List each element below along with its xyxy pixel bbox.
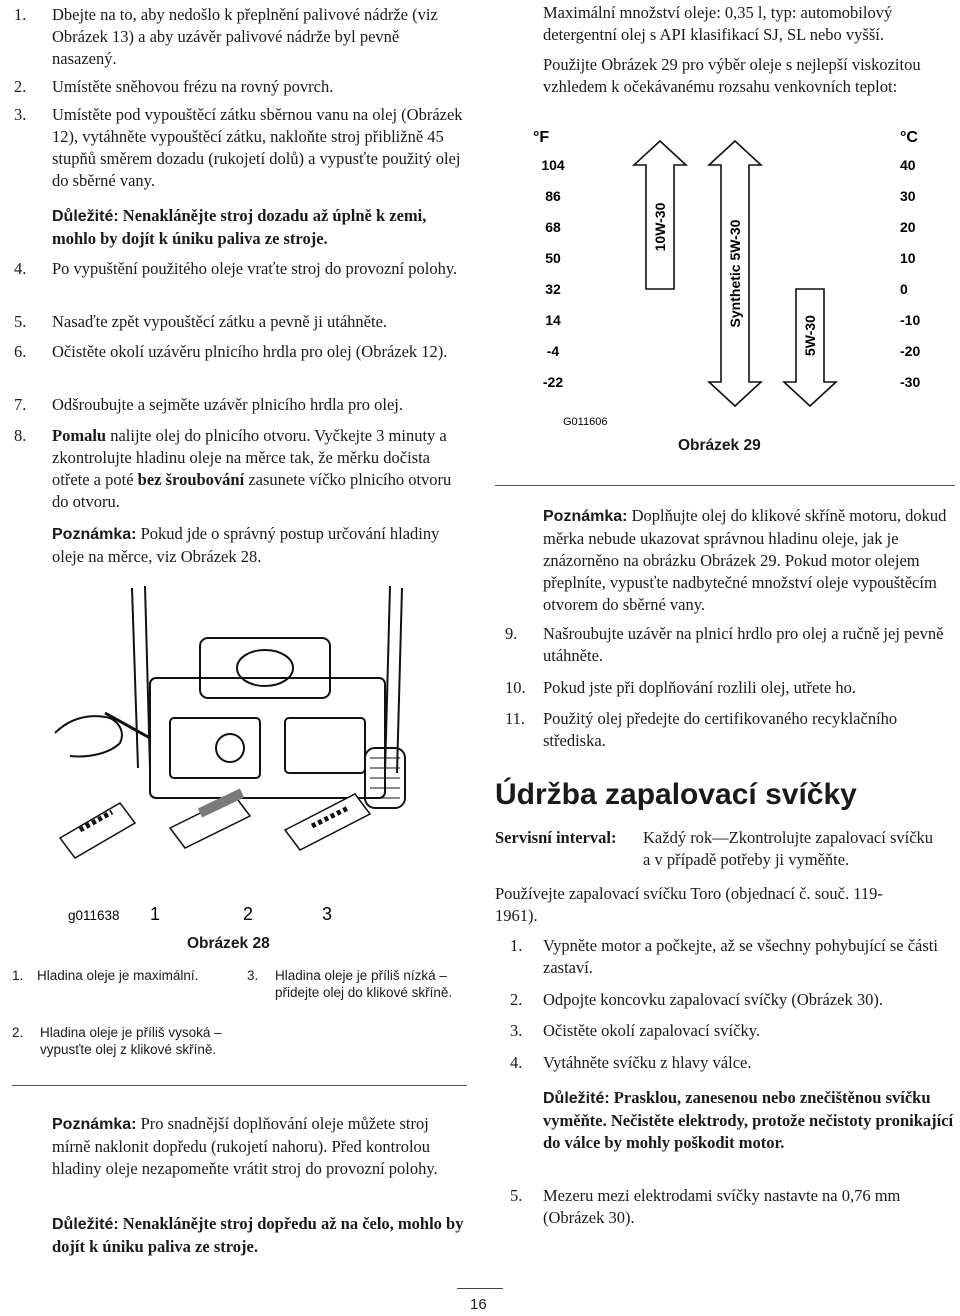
- step-4-text: Po vypuštění použitého oleje vraťte stroj do provozní polohy.: [52, 259, 458, 278]
- step-3-text: Umístěte pod vypouštěcí zátku sběrnou vanu na olej (Obrázek 12), vytáhněte vypouštěcí zátku, nakloňte stroj přibližně 45 stupňů směrem dozadu (rukojetí dolů) a vypusťte použitý olej do sběrné vany.: [52, 105, 463, 190]
- note-text: Pokud jde o správný postup určování hladiny oleje na měrce, viz Obrázek 28.: [52, 524, 440, 566]
- important-text: Nenaklánějte stroj dopředu až na čelo, mohlo by dojít k úniku paliva ze stroje.: [52, 1214, 464, 1256]
- celsius-unit: °C: [900, 129, 918, 146]
- celsius-tick: 0: [900, 281, 908, 297]
- step-11: 11. Použitý olej předejte do certifikovaného recyklačního střediska.: [505, 709, 898, 750]
- section-title: Údržba zapalovací svíčky: [495, 778, 857, 811]
- oil-grade-arrows: [634, 141, 836, 406]
- celsius-tick: 20: [900, 219, 916, 235]
- step-7-text: Odšroubujte a sejměte uzávěr plnicího hrdla pro olej.: [52, 395, 403, 414]
- spark-plug-paragraph: Používejte zapalovací svíčku Toro (objednací č. souč. 119-1961).: [495, 884, 883, 925]
- plug-step-3: 3. Očistěte okolí zapalovací svíčky.: [510, 1021, 761, 1040]
- celsius-axis: [900, 129, 920, 390]
- celsius-tick: 30: [900, 188, 916, 204]
- step-10: 10. Pokud jste při doplňování rozlili olej, utřete ho.: [505, 678, 856, 697]
- figure-28-legend-1: 1. Hladina oleje je maximální.: [12, 968, 199, 983]
- celsius-tick: -30: [900, 374, 921, 390]
- callout-1: 1: [150, 904, 161, 924]
- plug-step-1: 1. Vypněte motor a počkejte, až se všechny pohybující se části zastaví.: [510, 936, 938, 977]
- note-1: [52, 523, 467, 568]
- oil-grade-label: Synthetic 5W-30: [727, 219, 743, 328]
- oil-grade-label: 10W-30: [652, 202, 668, 252]
- note-label: Poznámka:: [52, 526, 137, 543]
- step-8: 8. Pomalu nalijte olej do plnicího otvoru. Vyčkejte 3 minuty a zkontrolujte hladinu oleje na měrce tak, že měrku dočista otřete a poté bez šroubování zasunete víčko plnicího otvoru do otvoru.: [14, 426, 452, 511]
- celsius-tick: 10: [900, 250, 916, 266]
- plug-step-5: 5. Mezeru mezi elektrodami svíčky nastavte na 0,76 mm (Obrázek 30).: [510, 1186, 901, 1227]
- important-note-1: [52, 205, 467, 250]
- fahrenheit-tick: -4: [546, 343, 560, 359]
- step-2-text: Umístěte sněhovou frézu na rovný povrch.: [52, 77, 334, 96]
- important-note-3: [543, 1087, 955, 1154]
- plug-step-2: 2. Odpojte koncovku zapalovací svíčky (Obrázek 30).: [510, 990, 883, 1009]
- service-interval: [495, 827, 955, 871]
- important-note-2: [52, 1213, 467, 1258]
- callout-2: 2: [243, 904, 254, 924]
- important-label: Důležité:: [52, 1216, 119, 1233]
- fahrenheit-tick: 14: [545, 312, 561, 328]
- service-interval-text: Každý rok—Zkontrolujte zapalovací svíčku a v případě potřeby ji vyměňte.: [643, 828, 934, 869]
- step-9: 9. Našroubujte uzávěr na plnicí hrdlo pro olej a ručně jej pevně utáhněte.: [505, 624, 944, 665]
- figure-28-illustration: [50, 568, 455, 933]
- step-1: 1. Dbejte na to, aby nedošlo k přeplnění palivové nádrže (viz Obrázek 13) a aby uzávěr palivové nádrže byl pevně nasazený.: [14, 4, 464, 70]
- note-text: Doplňujte olej do klikové skříně motoru, dokud měrka nebude ukazovat správnou hladinu oleje, jak je znázorněno na obrázku Obrázek 29. Pokud motor olejem přeplníte, vypusťte nadbytečné množství oleje vypouštěcím otvorem do sběrné vany.: [543, 506, 947, 614]
- plug-step-4: 4. Vytáhněte svíčku z hlavy válce.: [510, 1053, 752, 1072]
- step-3: 3. Umístěte pod vypouštěcí zátku sběrnou vanu na olej (Obrázek 12), vytáhněte vypouštěcí zátku, nakloňte stroj přibližně 45 stupňů směrem dozadu (rukojetí dolů) a vypusťte použitý olej do sběrné vany.: [14, 105, 463, 190]
- figure-29-code: G011606: [563, 416, 608, 428]
- fahrenheit-tick: 68: [545, 219, 561, 235]
- fahrenheit-tick: 32: [545, 281, 561, 297]
- fahrenheit-unit: °F: [533, 129, 550, 146]
- figure-29-caption: Obrázek 29: [678, 437, 761, 454]
- step-4: 4. Po vypuštění použitého oleje vraťte stroj do provozní polohy.: [14, 258, 464, 280]
- right-divider: [495, 485, 955, 486]
- step-2: 2. Umístěte sněhovou frézu na rovný povrch.: [14, 76, 464, 98]
- note-label: Poznámka:: [543, 508, 628, 525]
- fahrenheit-axis: [533, 129, 565, 390]
- step-5-text: Nasaďte zpět vypouštěcí zátku a pevně ji utáhněte.: [52, 312, 388, 331]
- note-label: Poznámka:: [52, 1116, 137, 1133]
- note-text: Pro snadnější doplňování oleje můžete stroj mírně naklonit dopředu (rukojetí nahoru). Před kontrolou hladiny oleje nezapomeňte vrátit stroj do provozní polohy.: [52, 1114, 438, 1178]
- note-3: [543, 505, 958, 616]
- important-label: Důležité:: [543, 1090, 610, 1107]
- viscosity-paragraph: Použijte Obrázek 29 pro výběr oleje s nejlepší viskozitou vzhledem k očekávanému rozsahu venkovních teplot:: [543, 55, 921, 96]
- important-label: Důležité:: [52, 208, 119, 225]
- step-1-text: Dbejte na to, aby nedošlo k přeplnění palivové nádrže (viz Obrázek 13) a aby uzávěr palivové nádrže byl pevně nasazený.: [52, 5, 438, 68]
- fahrenheit-tick: 50: [545, 250, 561, 266]
- step-5: 5. Nasaďte zpět vypouštěcí zátku a pevně ji utáhněte.: [14, 311, 464, 333]
- step-6: 6. Očistěte okolí uzávěru plnicího hrdla pro olej (Obrázek 12).: [14, 341, 464, 363]
- service-interval-label: Servisní interval:: [495, 828, 617, 847]
- celsius-tick: -20: [900, 343, 921, 359]
- celsius-tick: -10: [900, 312, 921, 328]
- note-2: [52, 1113, 467, 1180]
- oil-grade-label: 5W-30: [802, 315, 818, 356]
- figure-28-legend-2: 2. Hladina oleje je příliš vysoká – vypusťte olej z klikové skříně.: [12, 1025, 222, 1057]
- left-divider: [12, 1085, 467, 1086]
- important-text: Prasklou, zanesenou nebo znečištěnou svíčku vyměňte. Nečistěte elektrody, protože nečistoty pronikající do válce by mohly poškodit motor.: [543, 1088, 954, 1152]
- fahrenheit-tick: 86: [545, 188, 561, 204]
- celsius-tick: 40: [900, 157, 916, 173]
- important-text: Nenaklánějte stroj dozadu až úplně k zemi, mohlo by dojít k úniku paliva ze stroje.: [52, 206, 427, 248]
- step-7: 7. Odšroubujte a sejměte uzávěr plnicího hrdla pro olej.: [14, 394, 464, 416]
- figure-28-code: g011638: [68, 908, 120, 923]
- figure-28-legend-3: 3. Hladina oleje je příliš nízká – přidejte olej do klikové skříně.: [247, 968, 453, 1000]
- fahrenheit-tick: -22: [542, 374, 564, 390]
- fahrenheit-tick: 104: [541, 157, 565, 173]
- callout-3: 3: [322, 904, 333, 924]
- figure-28-caption: Obrázek 28: [187, 935, 270, 952]
- viscosity-chart: [495, 120, 955, 480]
- step-6-text: Očistěte okolí uzávěru plnicího hrdla pro olej (Obrázek 12).: [52, 342, 448, 361]
- oil-capacity-paragraph: Maximální množství oleje: 0,35 l, typ: automobilový detergentní olej s API klasifikací SJ, SL nebo vyšší.: [543, 3, 893, 44]
- footer-rule: [457, 1288, 503, 1289]
- page-number: 16: [470, 1296, 487, 1313]
